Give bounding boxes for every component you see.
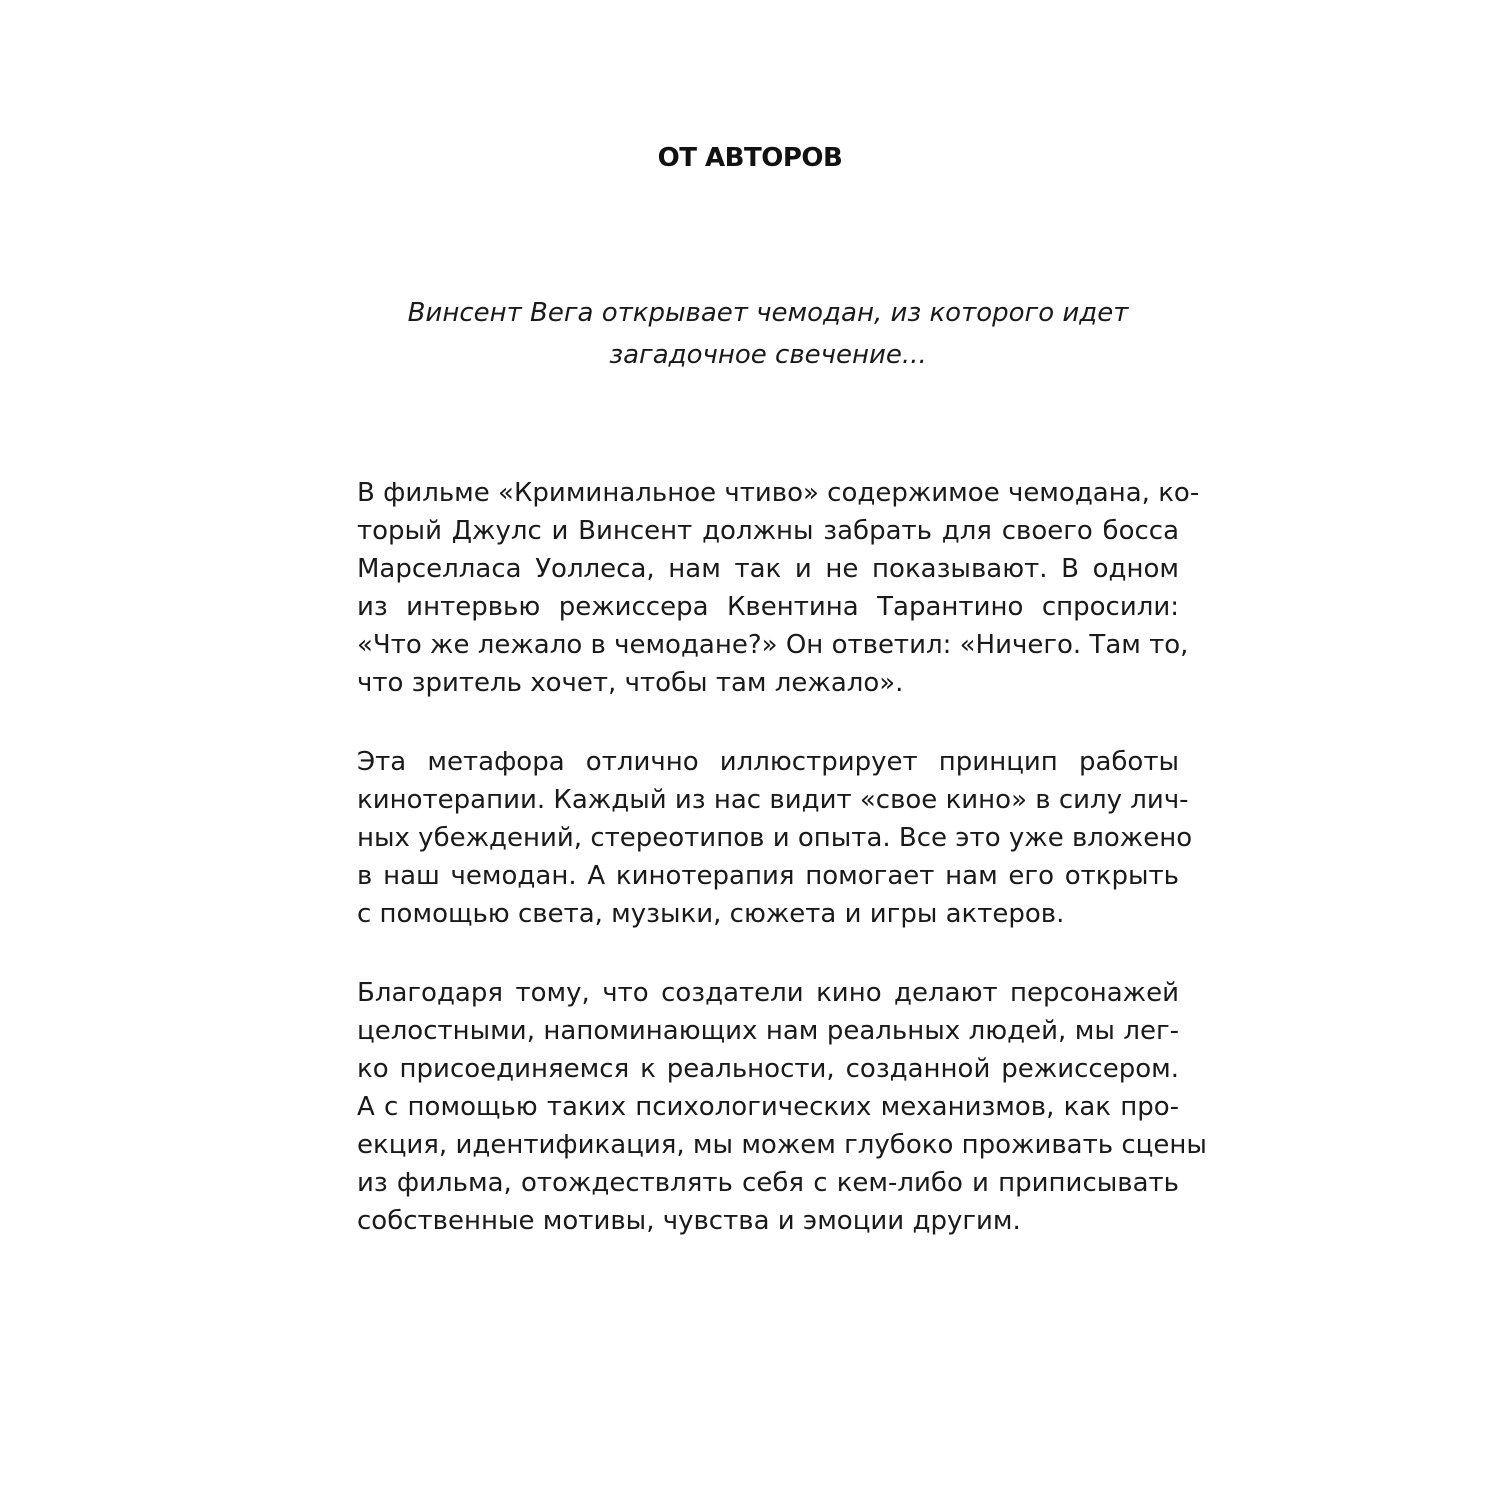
- paragraph-line: с помощью света, музыки, сюжета и игры актеров.: [357, 899, 1065, 929]
- paragraph-line: ко присоединяемся к реальности, созданной режиссером.: [357, 1054, 1179, 1084]
- paragraph-line: в наш чемодан. А кинотерапия помогает нам его открыть: [357, 861, 1179, 891]
- paragraph-line: собственные мотивы, чувства и эмоции другим.: [357, 1206, 1021, 1236]
- epigraph: [300, 292, 1236, 376]
- paragraph-line: что зритель хочет, чтобы там лежало».: [357, 668, 904, 698]
- body-text: [357, 474, 1207, 1281]
- paragraph-line: «Что же лежало в чемодане?» Он ответил: «Ничего. Там то,: [357, 630, 1189, 660]
- paragraph-line: целостными, напоминающих нам реальных людей, мы лег-: [357, 1016, 1179, 1046]
- paragraph-2: [357, 743, 1193, 933]
- paragraph-line: В фильме «Криминальное чтиво» содержимое чемодана, ко-: [357, 478, 1200, 508]
- paragraph-line: кинотерапии. Каждый из нас видит «свое кино» в силу лич-: [357, 785, 1189, 815]
- paragraph-line: ных убеждений, стереотипов и опыта. Все это уже вложено: [357, 823, 1193, 853]
- epigraph-line: загадочное свечение...: [609, 340, 927, 370]
- paragraph-line: из фильма, отождествлять себя с кем-либо и приписывать: [357, 1168, 1179, 1198]
- paragraph-1: [357, 474, 1200, 702]
- paragraph-line: из интервью режиссера Квентина Тарантино спросили:: [357, 592, 1179, 622]
- paragraph-line: екция, идентификация, мы можем глубоко проживать сцены: [357, 1130, 1207, 1160]
- epigraph-line: Винсент Вега открывает чемодан, из которого идет: [407, 298, 1129, 328]
- paragraph-line: А с помощью таких психологических механизмов, как про-: [357, 1092, 1179, 1122]
- paragraph-line: Благодаря тому, что создатели кино делают персонажей: [357, 978, 1179, 1008]
- paragraph-line: торый Джулс и Винсент должны забрать для своего босса: [357, 516, 1179, 546]
- paragraph-line: Марселласа Уоллеса, нам так и не показывают. В одном: [357, 554, 1179, 584]
- page-title: ОТ АВТОРОВ: [657, 143, 843, 173]
- paragraph-line: Эта метафора отлично иллюстрирует принцип работы: [357, 747, 1179, 777]
- paragraph-3: [357, 974, 1207, 1240]
